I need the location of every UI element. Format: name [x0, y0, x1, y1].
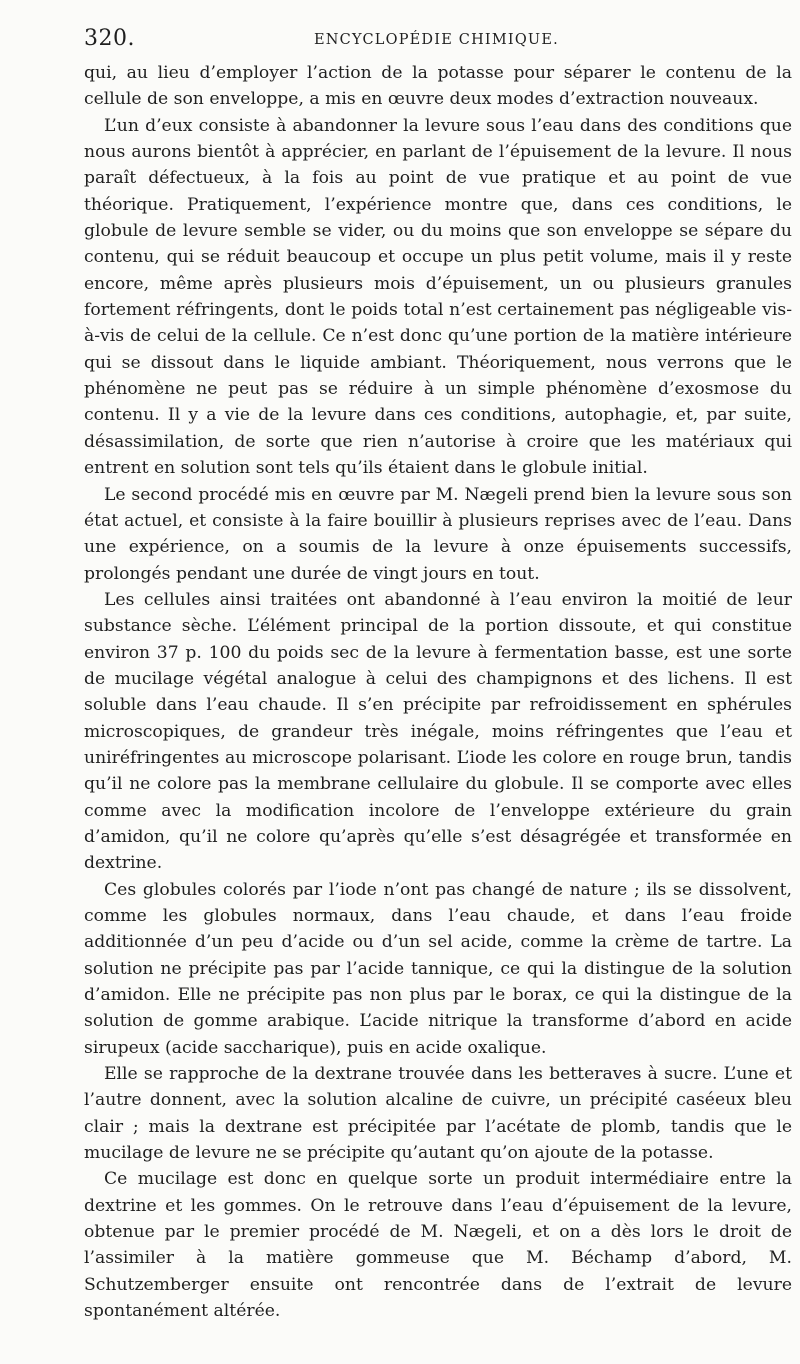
paragraph-continued: qui, au lieu d’employer l’action de la potasse pour séparer le contenu de la cellule de son enveloppe, a mis en œuvre deux modes d’extraction nouveaux. [84, 63, 792, 110]
paragraph-dextrane-comparison: Elle se rapproche de la dextrane trouvée dans les betteraves à sucre. L’une et l’autre donnent, avec la solution alcaline de cuivre, un précipité caséeux bleu clair ; mais la dextrane est précipitée par l’acétate de plomb, tandis que le mucilage de levure ne se précipite qu’autant qu’on ajoute de la potasse. [84, 1064, 792, 1164]
paragraph-mucilage-conclusion: Ce mucilage est donc en quelque sorte un produit intermédiaire entre la dextrine et les gommes. On le retrouve dans l’eau d’épuisement de la levure, obtenue par le premier procédé de M. Nægeli, et on a dès lors le droit de l’assimiler à la matière gommeuse que M. Béchamp d’abord, M. Schutzemberger ensuite ont rencontrée dans de l’extrait de levure spontanément altérée. [84, 1169, 792, 1322]
body-text [84, 60, 792, 1325]
page-number: 320. [84, 26, 135, 51]
page-header [84, 26, 784, 56]
paragraph-boiling-method: Le second procédé mis en œuvre par M. Nægeli prend bien la levure sous son état actuel, et consiste à la faire bouillir à plusieurs reprises avec de l’eau. Dans une expérience, on a soumis de la levure à onze épuisements successifs, prolongés pendant une durée de vingt jours en tout. [84, 484, 792, 584]
paragraph-mucilage-properties: Les cellules ainsi traitées ont abandonné à l’eau environ la moitié de leur substance sèche. L’élément principal de la portion dissoute, et qui constitue environ 37 p. 100 du poids sec de la levure à fermentation basse, est une sorte de mucilage végétal analogue à celui des champignons et des lichens. Il est soluble dans l’eau chaude. Il s’en précipite par refroidissement en sphérules microscopiques, de grandeur très inégale, moins réfringentes que l’eau et uniréfringentes au microscope polarisant. L’iode les colore en rouge brun, tandis qu’il ne colore pas la membrane cellulaire du globule. Il se comporte avec elles comme avec la modification incolore de l’enveloppe extérieure du grain d’amidon, qu’il ne colore qu’après qu’elle s’est désagrégée et transformée en dextrine. [84, 589, 792, 874]
paragraph-iodine-globules: Ces globules colorés par l’iode n’ont pas changé de nature ; ils se dissolvent, comme les globules normaux, dans l’eau chaude, et dans l’eau froide additionnée d’un peu d’acide ou d’un sel acide, comme la crème de tartre. La solution ne précipite pas par l’acide tannique, ce qui la distingue de la solution d’amidon. Elle ne précipite pas non plus par le borax, ce qui la distingue de la solution de gomme arabique. L’acide nitrique la transforme d’abord en acide sirupeux (acide saccharique), puis en acide oxalique. [84, 879, 792, 1058]
paragraph-autolysis-method: L’un d’eux consiste à abandonner la levure sous l’eau dans des conditions que nous aurons bientôt à apprécier, en parlant de l’épuisement de la levure. Il nous paraît défectueux, à la fois au point de vue pratique et au point de vue théorique. Pratiquement, l’expérience montre que, dans ces conditions, le globule de levure semble se vider, ou du moins que son enveloppe se sépare du contenu, qui se réduit beaucoup et occupe un plus petit volume, mais il y reste encore, même après plusieurs mois d’épuisement, un ou plusieurs granules fortement réfringents, dont le poids total n’est certainement pas négligeable vis-à-vis de celui de la cellule. Ce n’est donc qu’une portion de la matière intérieure qui se dissout dans le liquide ambiant. Théoriquement, nous verrons que le phénomène ne peut pas se réduire à un simple phénomène d’exosmose du contenu. Il y a vie de la levure dans ces conditions, autophagie, et, par suite, désassimilation, de sorte que rien n’autorise à croire que les matériaux qui entrent en solution sont tels qu’ils étaient dans le globule initial. [84, 115, 792, 479]
running-title: ENCYCLOPÉDIE CHIMIQUE. [314, 32, 559, 48]
